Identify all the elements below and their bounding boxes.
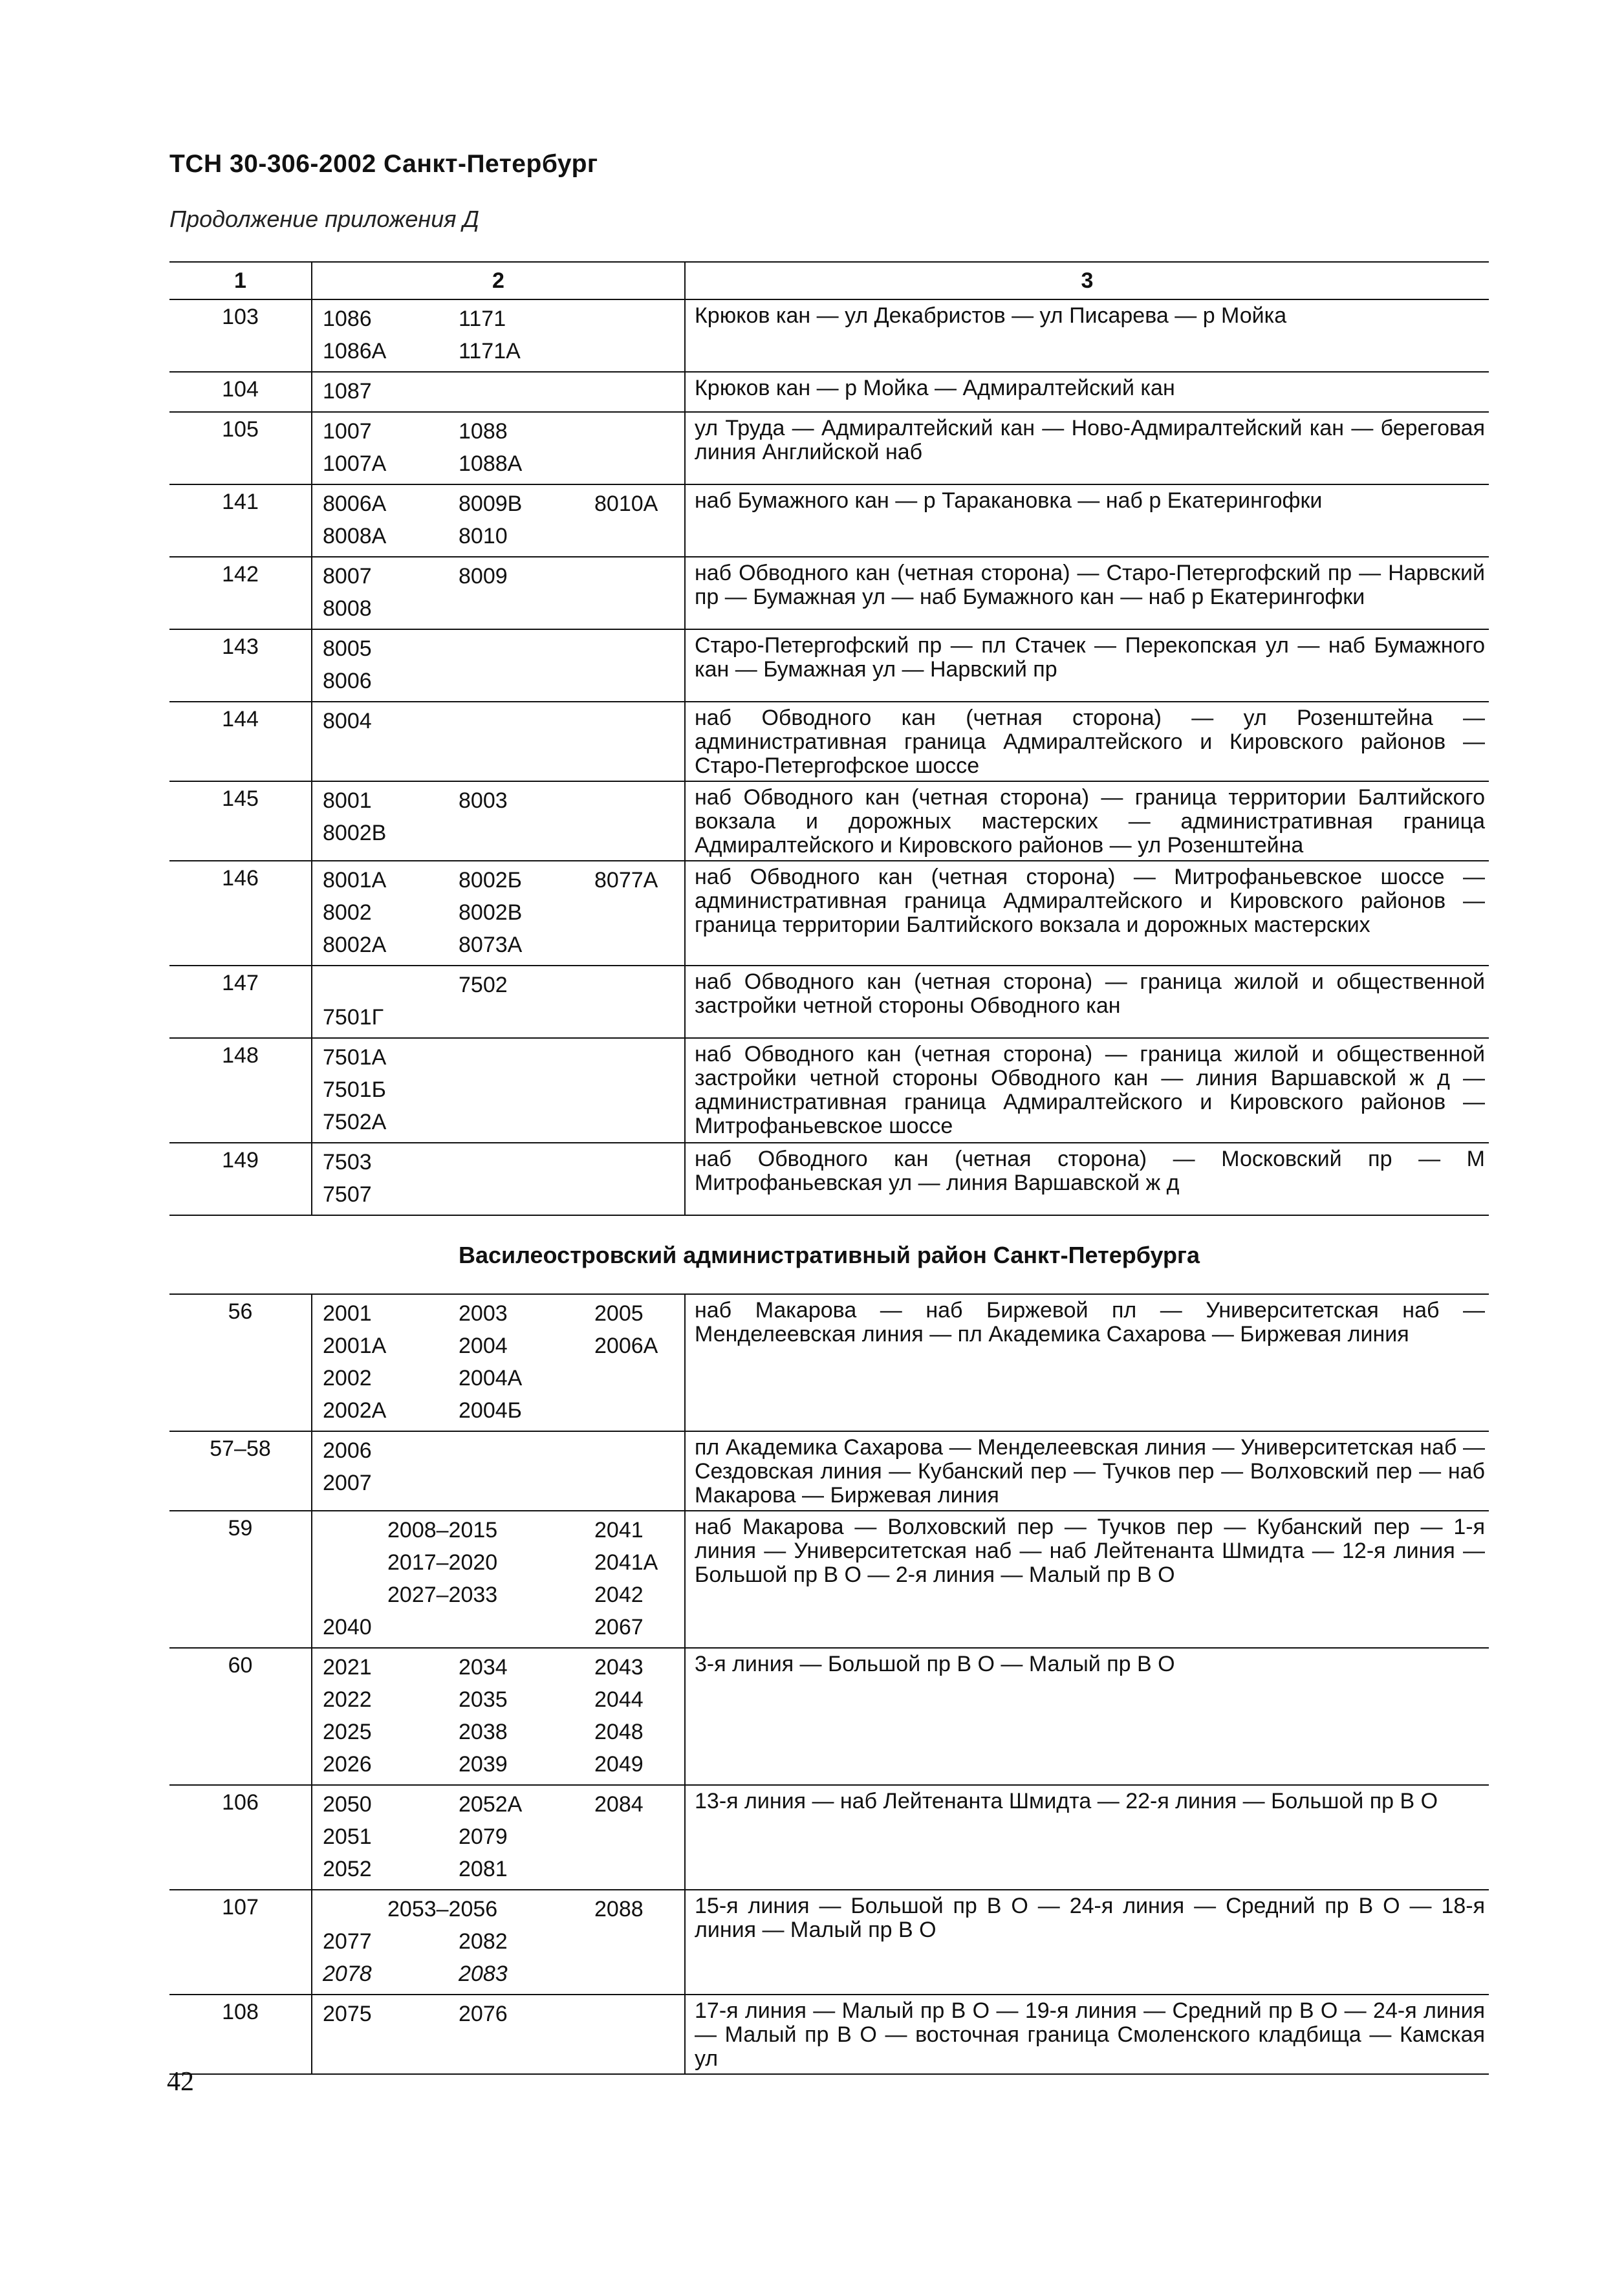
code — [594, 818, 691, 850]
code: 1007А — [323, 451, 387, 476]
code: 2040 — [323, 1615, 372, 1639]
table-row — [169, 1511, 1489, 1648]
code: 8002 — [323, 900, 372, 925]
code: 7502 — [459, 973, 508, 997]
code: 8002В — [323, 821, 387, 845]
code — [594, 1180, 691, 1212]
code — [594, 706, 691, 739]
block-codes — [312, 1511, 685, 1648]
code: 1171А — [459, 339, 521, 363]
code — [459, 1107, 594, 1140]
code — [594, 1854, 691, 1887]
code — [459, 1612, 594, 1645]
code — [594, 594, 691, 626]
boundary-description: Крюков кан — ул Декабристов — ул Писарева — р Мойка — [685, 299, 1489, 372]
block-codes — [312, 781, 685, 861]
code — [459, 1075, 594, 1107]
codes-grid — [323, 1299, 684, 1428]
code — [594, 1075, 691, 1107]
code: 8006А — [323, 492, 387, 516]
block-number: 107 — [169, 1890, 312, 1995]
code: 8008А — [323, 524, 387, 548]
table-body — [169, 1294, 1489, 2074]
code — [594, 786, 691, 818]
table-row — [169, 702, 1489, 781]
code: 2001 — [323, 1301, 372, 1326]
code — [459, 1468, 594, 1500]
code — [459, 1002, 594, 1035]
code — [459, 1043, 594, 1075]
code: 2076 — [459, 2002, 508, 2026]
section-title: Василеостровский административный район Санкт-Петербурга — [458, 1242, 1200, 1268]
boundary-description: наб Обводного кан (четная сторона) — граница жилой и общественной застройки четной стороны Обводного кан — [685, 966, 1489, 1038]
code: 2052А — [459, 1792, 523, 1817]
code — [594, 376, 691, 409]
code — [594, 417, 691, 449]
districts-table — [169, 261, 1489, 1216]
code: 7507 — [323, 1182, 372, 1207]
page-number: 42 — [167, 2067, 194, 2097]
code-range: 2053–2056 — [387, 1897, 498, 1921]
table-row — [169, 484, 1489, 557]
block-number: 142 — [169, 557, 312, 629]
code — [594, 1107, 691, 1140]
codes-grid — [323, 417, 684, 481]
code — [459, 1436, 594, 1468]
code: 2004Б — [459, 1398, 522, 1423]
boundary-description: 3-я линия — Большой пр В О — Малый пр В О — [685, 1648, 1489, 1785]
code: 2088 — [594, 1897, 644, 1921]
block-number: 143 — [169, 629, 312, 702]
codes-grid — [323, 865, 684, 962]
codes-grid — [323, 561, 684, 626]
block-number: 106 — [169, 1785, 312, 1890]
table-row — [169, 1143, 1489, 1215]
code — [459, 1147, 594, 1180]
code — [323, 970, 459, 1002]
table-row — [169, 966, 1489, 1038]
code: 8002В — [459, 900, 523, 925]
code: 8073А — [459, 933, 523, 957]
boundary-description: наб Обводного кан (четная сторона) — граница жилой и общественной застройки четной стороны Обводного кан — линия Варшавской ж д — административная граница Адмиралтейского и Кировского районов — Митрофаньевское шоссе — [685, 1038, 1489, 1143]
code: 1088А — [459, 451, 523, 476]
boundary-description: наб Макарова — Волховский пер — Тучков пер — Кубанский пер — 1-я линия — Университетская наб — наб Лейтенанта Шмидта — 12-я линия — Большой пр В О — 2-я линия — Малый пр В О — [685, 1511, 1489, 1648]
table-row — [169, 1785, 1489, 1890]
block-codes — [312, 1143, 685, 1215]
table-row — [169, 861, 1489, 966]
boundary-description: наб Макарова — наб Биржевой пл — Университетская наб — Менделеевская линия — пл Академика Сахарова — Биржевая линия — [685, 1294, 1489, 1431]
block-number: 104 — [169, 372, 312, 412]
code — [594, 1147, 691, 1180]
block-number: 59 — [169, 1511, 312, 1648]
code: 1088 — [459, 419, 508, 444]
boundary-description: Старо-Петергофский пр — пл Стачек — Перекопская ул — наб Бумажного кан — Бумажная ул — Нарвский пр — [685, 629, 1489, 702]
code: 8008 — [323, 596, 372, 621]
code — [459, 594, 594, 626]
code: 2041 — [594, 1518, 644, 1542]
code: 2039 — [459, 1752, 508, 1777]
code: 2035 — [459, 1687, 508, 1712]
code: 1087 — [323, 379, 372, 404]
code — [594, 1043, 691, 1075]
block-number: 148 — [169, 1038, 312, 1143]
code — [459, 1180, 594, 1212]
code-range: 2017–2020 — [387, 1550, 498, 1575]
block-codes — [312, 372, 685, 412]
code — [594, 1999, 691, 2031]
codes-grid — [323, 634, 684, 698]
code: 8009В — [459, 492, 523, 516]
codes-grid — [323, 970, 684, 1035]
codes-grid — [323, 786, 684, 850]
code: 8077А — [594, 868, 658, 893]
block-codes — [312, 1294, 685, 1431]
code: 8002А — [323, 933, 387, 957]
table-row — [169, 299, 1489, 372]
codes-grid — [323, 304, 684, 369]
table-row — [169, 557, 1489, 629]
table-row — [169, 1038, 1489, 1143]
code — [594, 666, 691, 698]
code: 7503 — [323, 1150, 372, 1174]
code-range: 2008–2015 — [387, 1518, 498, 1542]
code: 7501Б — [323, 1077, 386, 1102]
block-codes — [312, 1038, 685, 1143]
boundary-description: наб Обводного кан (четная сторона) — граница территории Балтийского вокзала и дорожных мастерских — административная граница Адмиралтейского и Кировского районов — ул Розенштейна — [685, 781, 1489, 861]
codes-grid — [323, 1043, 684, 1140]
code: 8003 — [459, 788, 508, 813]
block-codes — [312, 412, 685, 484]
code — [459, 376, 594, 409]
codes-grid — [323, 1790, 684, 1887]
codes-grid — [323, 706, 684, 739]
codes-grid — [323, 1147, 684, 1212]
block-codes — [312, 702, 685, 781]
column-header-3: 3 — [685, 262, 1489, 299]
code: 2050 — [323, 1792, 372, 1817]
code — [594, 1468, 691, 1500]
table-body — [169, 299, 1489, 1215]
table-row — [169, 1294, 1489, 1431]
table-row — [169, 1431, 1489, 1511]
boundary-description: Крюков кан — р Мойка — Адмиралтейский кан — [685, 372, 1489, 412]
document-subtitle: Продолжение приложения Д — [169, 206, 479, 232]
block-codes — [312, 1890, 685, 1995]
boundary-description: пл Академика Сахарова — Менделеевская линия — Университетская наб — Сездовская линия — Кубанский пер — Тучков пер — Волховский пер — наб Макарова — Биржевая линия — [685, 1431, 1489, 1511]
table-row — [169, 1648, 1489, 1785]
code — [594, 336, 691, 369]
block-codes — [312, 1648, 685, 1785]
code: 8004 — [323, 709, 372, 733]
code — [594, 561, 691, 594]
block-codes — [312, 1995, 685, 2074]
code: 8010 — [459, 524, 508, 548]
boundary-description: наб Обводного кан (четная сторона) — Московский пр — М Митрофаньевская ул — линия Варшавской ж д — [685, 1143, 1489, 1215]
code: 2006 — [323, 1438, 372, 1463]
code: 2041А — [594, 1550, 658, 1575]
code: 2081 — [459, 1857, 508, 1881]
code: 8007 — [323, 564, 372, 589]
boundary-description: наб Обводного кан (четная сторона) — Старо-Петергофский пр — Нарвский пр — Бумажная ул — наб Бумажного кан — наб р Екатерингофки — [685, 557, 1489, 629]
boundary-description: наб Обводного кан (четная сторона) — ул Розенштейна — административная граница Адмиралтейского и Кировского районов — Старо-Петергофское шоссе — [685, 702, 1489, 781]
code-range: 2027–2033 — [387, 1583, 498, 1607]
code — [594, 449, 691, 481]
code — [594, 1396, 691, 1428]
block-codes — [312, 557, 685, 629]
code — [594, 1927, 691, 1959]
code: 2038 — [459, 1720, 508, 1744]
block-number: 149 — [169, 1143, 312, 1215]
code: 8002Б — [459, 868, 522, 893]
boundary-description: наб Бумажного кан — р Таракановка — наб р Екатерингофки — [685, 484, 1489, 557]
code: 7501Г — [323, 1005, 384, 1030]
code: 2007 — [323, 1471, 372, 1495]
boundary-description: ул Труда — Адмиралтейский кан — Ново-Адмиралтейский кан — береговая линия Английской наб — [685, 412, 1489, 484]
code: 2004А — [459, 1366, 523, 1390]
code: 2034 — [459, 1655, 508, 1680]
block-codes — [312, 629, 685, 702]
code — [459, 634, 594, 666]
code — [594, 634, 691, 666]
codes-grid — [323, 376, 684, 409]
code: 2003 — [459, 1301, 508, 1326]
codes-grid — [323, 1999, 684, 2031]
code: 2075 — [323, 2002, 372, 2026]
code: 2002 — [323, 1366, 372, 1390]
block-number: 145 — [169, 781, 312, 861]
table-row — [169, 629, 1489, 702]
column-header-2: 2 — [312, 262, 685, 299]
code: 2077 — [323, 1929, 372, 1954]
code: 2079 — [459, 1824, 508, 1849]
block-number: 147 — [169, 966, 312, 1038]
code: 1007 — [323, 419, 372, 444]
table-row — [169, 372, 1489, 412]
code: 2006А — [594, 1334, 658, 1358]
code: 2025 — [323, 1720, 372, 1744]
table-row — [169, 781, 1489, 861]
boundary-description: наб Обводного кан (четная сторона) — Митрофаньевское шоссе — административная граница Адмиралтейского и Кировского районов — граница территории Балтийского вокзала и дорожных мастерских — [685, 861, 1489, 966]
code — [594, 1436, 691, 1468]
code: 2048 — [594, 1720, 644, 1744]
code: 2084 — [594, 1792, 644, 1817]
codes-grid — [323, 489, 684, 554]
code: 2043 — [594, 1655, 644, 1680]
vasileostrovsky-table — [169, 1293, 1489, 2075]
column-header-1: 1 — [169, 262, 312, 299]
code — [594, 898, 691, 930]
code: 2078 — [323, 1962, 372, 1986]
code: 7501А — [323, 1045, 387, 1070]
code — [594, 1959, 691, 1991]
code — [594, 970, 691, 1002]
code: 2083 — [459, 1962, 508, 1986]
block-number: 108 — [169, 1995, 312, 2074]
block-number: 144 — [169, 702, 312, 781]
code: 2005 — [594, 1301, 644, 1326]
code — [594, 1822, 691, 1854]
block-number: 60 — [169, 1648, 312, 1785]
block-codes — [312, 1785, 685, 1890]
codes-grid — [323, 1515, 684, 1645]
code: 8001 — [323, 788, 372, 813]
code — [459, 706, 594, 739]
code: 8005 — [323, 636, 372, 661]
code: 1086А — [323, 339, 387, 363]
document-title: ТСН 30-306-2002 Санкт-Петербург — [169, 150, 598, 178]
code — [594, 521, 691, 554]
code: 2042 — [594, 1583, 644, 1607]
boundary-description: 13-я линия — наб Лейтенанта Шмидта — 22-я линия — Большой пр В О — [685, 1785, 1489, 1890]
code — [459, 818, 594, 850]
table-row — [169, 412, 1489, 484]
code: 2051 — [323, 1824, 372, 1849]
block-codes — [312, 966, 685, 1038]
block-codes — [312, 484, 685, 557]
codes-grid — [323, 1894, 684, 1991]
code — [594, 930, 691, 962]
boundary-description: 17-я линия — Малый пр В О — 19-я линия — Средний пр В О — 24-я линия — Малый пр В О — восточная граница Смоленского кладбища — Камская ул — [685, 1995, 1489, 2074]
codes-grid — [323, 1436, 684, 1500]
code: 2049 — [594, 1752, 644, 1777]
code: 2067 — [594, 1615, 644, 1639]
boundary-description: 15-я линия — Большой пр В О — 24-я линия — Средний пр В О — 18-я линия — Малый пр В О — [685, 1890, 1489, 1995]
code: 2022 — [323, 1687, 372, 1712]
table-header-row — [169, 262, 1489, 299]
code — [594, 304, 691, 336]
block-codes — [312, 299, 685, 372]
table-row — [169, 1995, 1489, 2074]
code: 1086 — [323, 307, 372, 331]
code: 8010А — [594, 492, 658, 516]
block-codes — [312, 1431, 685, 1511]
block-number: 146 — [169, 861, 312, 966]
code: 2044 — [594, 1687, 644, 1712]
block-number: 103 — [169, 299, 312, 372]
code — [594, 1002, 691, 1035]
code: 2082 — [459, 1929, 508, 1954]
code: 2026 — [323, 1752, 372, 1777]
block-number: 105 — [169, 412, 312, 484]
code: 7502А — [323, 1110, 387, 1134]
code — [459, 666, 594, 698]
code: 2004 — [459, 1334, 508, 1358]
code: 8001А — [323, 868, 387, 893]
code: 1171 — [459, 307, 506, 331]
code: 2021 — [323, 1655, 372, 1680]
code — [594, 1363, 691, 1396]
block-codes — [312, 861, 685, 966]
code: 8006 — [323, 669, 372, 693]
block-number: 141 — [169, 484, 312, 557]
table-row — [169, 1890, 1489, 1995]
block-number: 57–58 — [169, 1431, 312, 1511]
code: 2052 — [323, 1857, 372, 1881]
codes-grid — [323, 1652, 684, 1782]
block-number: 56 — [169, 1294, 312, 1431]
code: 2001А — [323, 1334, 387, 1358]
code: 2002А — [323, 1398, 387, 1423]
code: 8009 — [459, 564, 508, 589]
